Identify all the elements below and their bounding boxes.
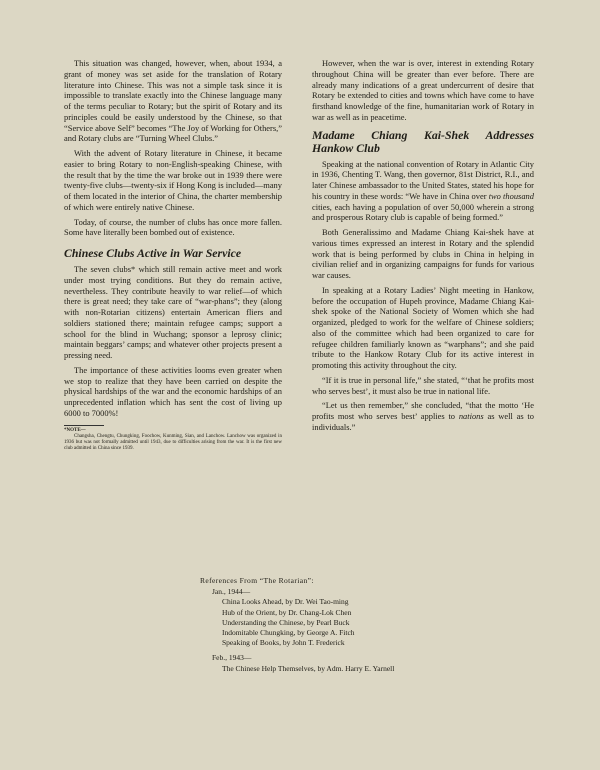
emphasis-text: nations (458, 411, 484, 421)
paragraph: With the advent of Rotary literature in Chinese, it became easier to bring Rotary to non-English-speaking Chinese, with the result that by the time the war broke out in 1939 there were twenty-five clubs—twenty-six if Hong Kong is included—many of them located in the interior of China, the charter membership of which were entirely native Chinese. (64, 148, 282, 212)
footnote-label: *NOTE— (64, 427, 86, 433)
reference-article: Speaking of Books, by John T. Frederick (222, 638, 345, 648)
paragraph: The importance of these activities looms even greater when we stop to realize that they have been carried on despite the physical hardships of the war and the economic hardships of an unprecedented inflation which has sent the cost of living up 6000 to 7000%! (64, 364, 282, 418)
emphasis-text: two thousand (488, 190, 534, 201)
right-column (312, 58, 534, 437)
text-run: cities, each having a population of over 50,000 wherein a strong and prosperous Rotary club is capable of being formed.” (312, 201, 534, 223)
paragraph: Both Generalissimo and Madame Chiang Kai-shek have at various times expressed an interest in Rotary and the splendid work that is being performed by clubs in China in helping in civilian relief and in organizing campaigns for funds for various war causes. (312, 227, 534, 280)
section-heading: Madame Chiang Kai-Shek Addresses Hankow Club (312, 127, 534, 155)
reference-issue: Jan., 1944— (212, 587, 251, 597)
paragraph: “If it is true in personal life,” she stated, “‘that he profits most who serves best’, it must also be true in national life. (312, 374, 534, 396)
text-run: Speaking at the national convention of Rotary in Atlantic City in 1936, Chenting T. Wang, then governor, 81st District, R.I., and later Chinese ambassador to the United States, stated his hope for his country in these words: “We have in China over (312, 158, 534, 201)
references-title: References From “The Rotarian”: (200, 576, 314, 585)
section-heading: Chinese Clubs Active in War Service (64, 246, 242, 260)
paragraph: However, when the war is over, interest in extending Rotary throughout China will be greater than ever before. There are already many indications of a great undercurrent of desire that Rotary be extended to cities and towns which have come to have firsthand knowledge of the fine, humanitarian work of Rotary in war as well as in peacetime. (312, 58, 534, 122)
footnote-divider (64, 425, 104, 426)
text-run: “Let us then remember,” she concluded, “that the motto ‘He profits most who serves best’ applies to (312, 400, 534, 421)
reference-article: Indomitable Chungking, by George A. Fitch (222, 628, 355, 638)
paragraph (312, 400, 534, 432)
paragraph (312, 159, 534, 224)
reference-article: China Looks Ahead, by Dr. Wei Tao-ming (222, 597, 349, 607)
text-run: as well as to individuals.” (312, 411, 534, 432)
reference-article: The Chinese Help Themselves, by Adm. Harry E. Yarnell (222, 663, 395, 673)
references-block (200, 576, 520, 674)
paragraph: In speaking at a Rotary Ladies’ Night meeting in Hankow, before the occupation of Hupeh province, Madame Chiang Kai-shek spoke of the National Society of Women which she had organized, pledged to work for the welfare of Chinese soldiers; also of the committee which had been organized to care for refugee children familiarly known as “warphans”; and she paid tribute to the Hankow Rotary Club for its active interest in promoting this activity throughout the city. (312, 284, 534, 370)
reference-article: Hub of the Orient, by Dr. Chang-Lok Chen (222, 607, 352, 617)
paragraph: This situation was changed, however, when, about 1934, a grant of money was set aside for the translation of Rotary literature into Chinese. This was not a simple task since it is impossible to translate exactly into the Chinese language many of the terms peculiar to Rotary; but the spirit of Rotary and its principles could be easily understood by the Chinese, so that “Service above Self” becomes “The Joy of Working for Others,” and Rotary clubs are “Turning Wheel Clubs.” (64, 58, 282, 144)
paragraph: The seven clubs* which still remain active meet and work under most trying conditions. But they do remain active, nevertheless. They contribute heavily to war relief—of which there is great need; they take care of “war-phans”; they (along with non-Rotarian citizens) entertain American fliers and soldiers stationed there; maintain refugee camps; support a school for the blind in Wuchang; sponsor a leprosy clinic; maintain beggars’ camps; and whatever other projects present a pressing need. (64, 264, 282, 360)
reference-issue: Feb., 1943— (212, 653, 252, 663)
reference-article: Understanding the Chinese, by Pearl Buck (222, 617, 350, 627)
left-column (64, 58, 282, 456)
footnote-text: Changsha, Chengtu, Chungking, Foochow, Kunming, Sian, and Lanchow. Lanchow was organized in 1936 but was not formally admitted until 1943, due to difficulties arising from the war. It is the first new club admitted in China since 1939. (64, 433, 282, 451)
paragraph: Today, of course, the number of clubs has once more fallen. Some have literally been bombed out of existence. (64, 216, 282, 238)
